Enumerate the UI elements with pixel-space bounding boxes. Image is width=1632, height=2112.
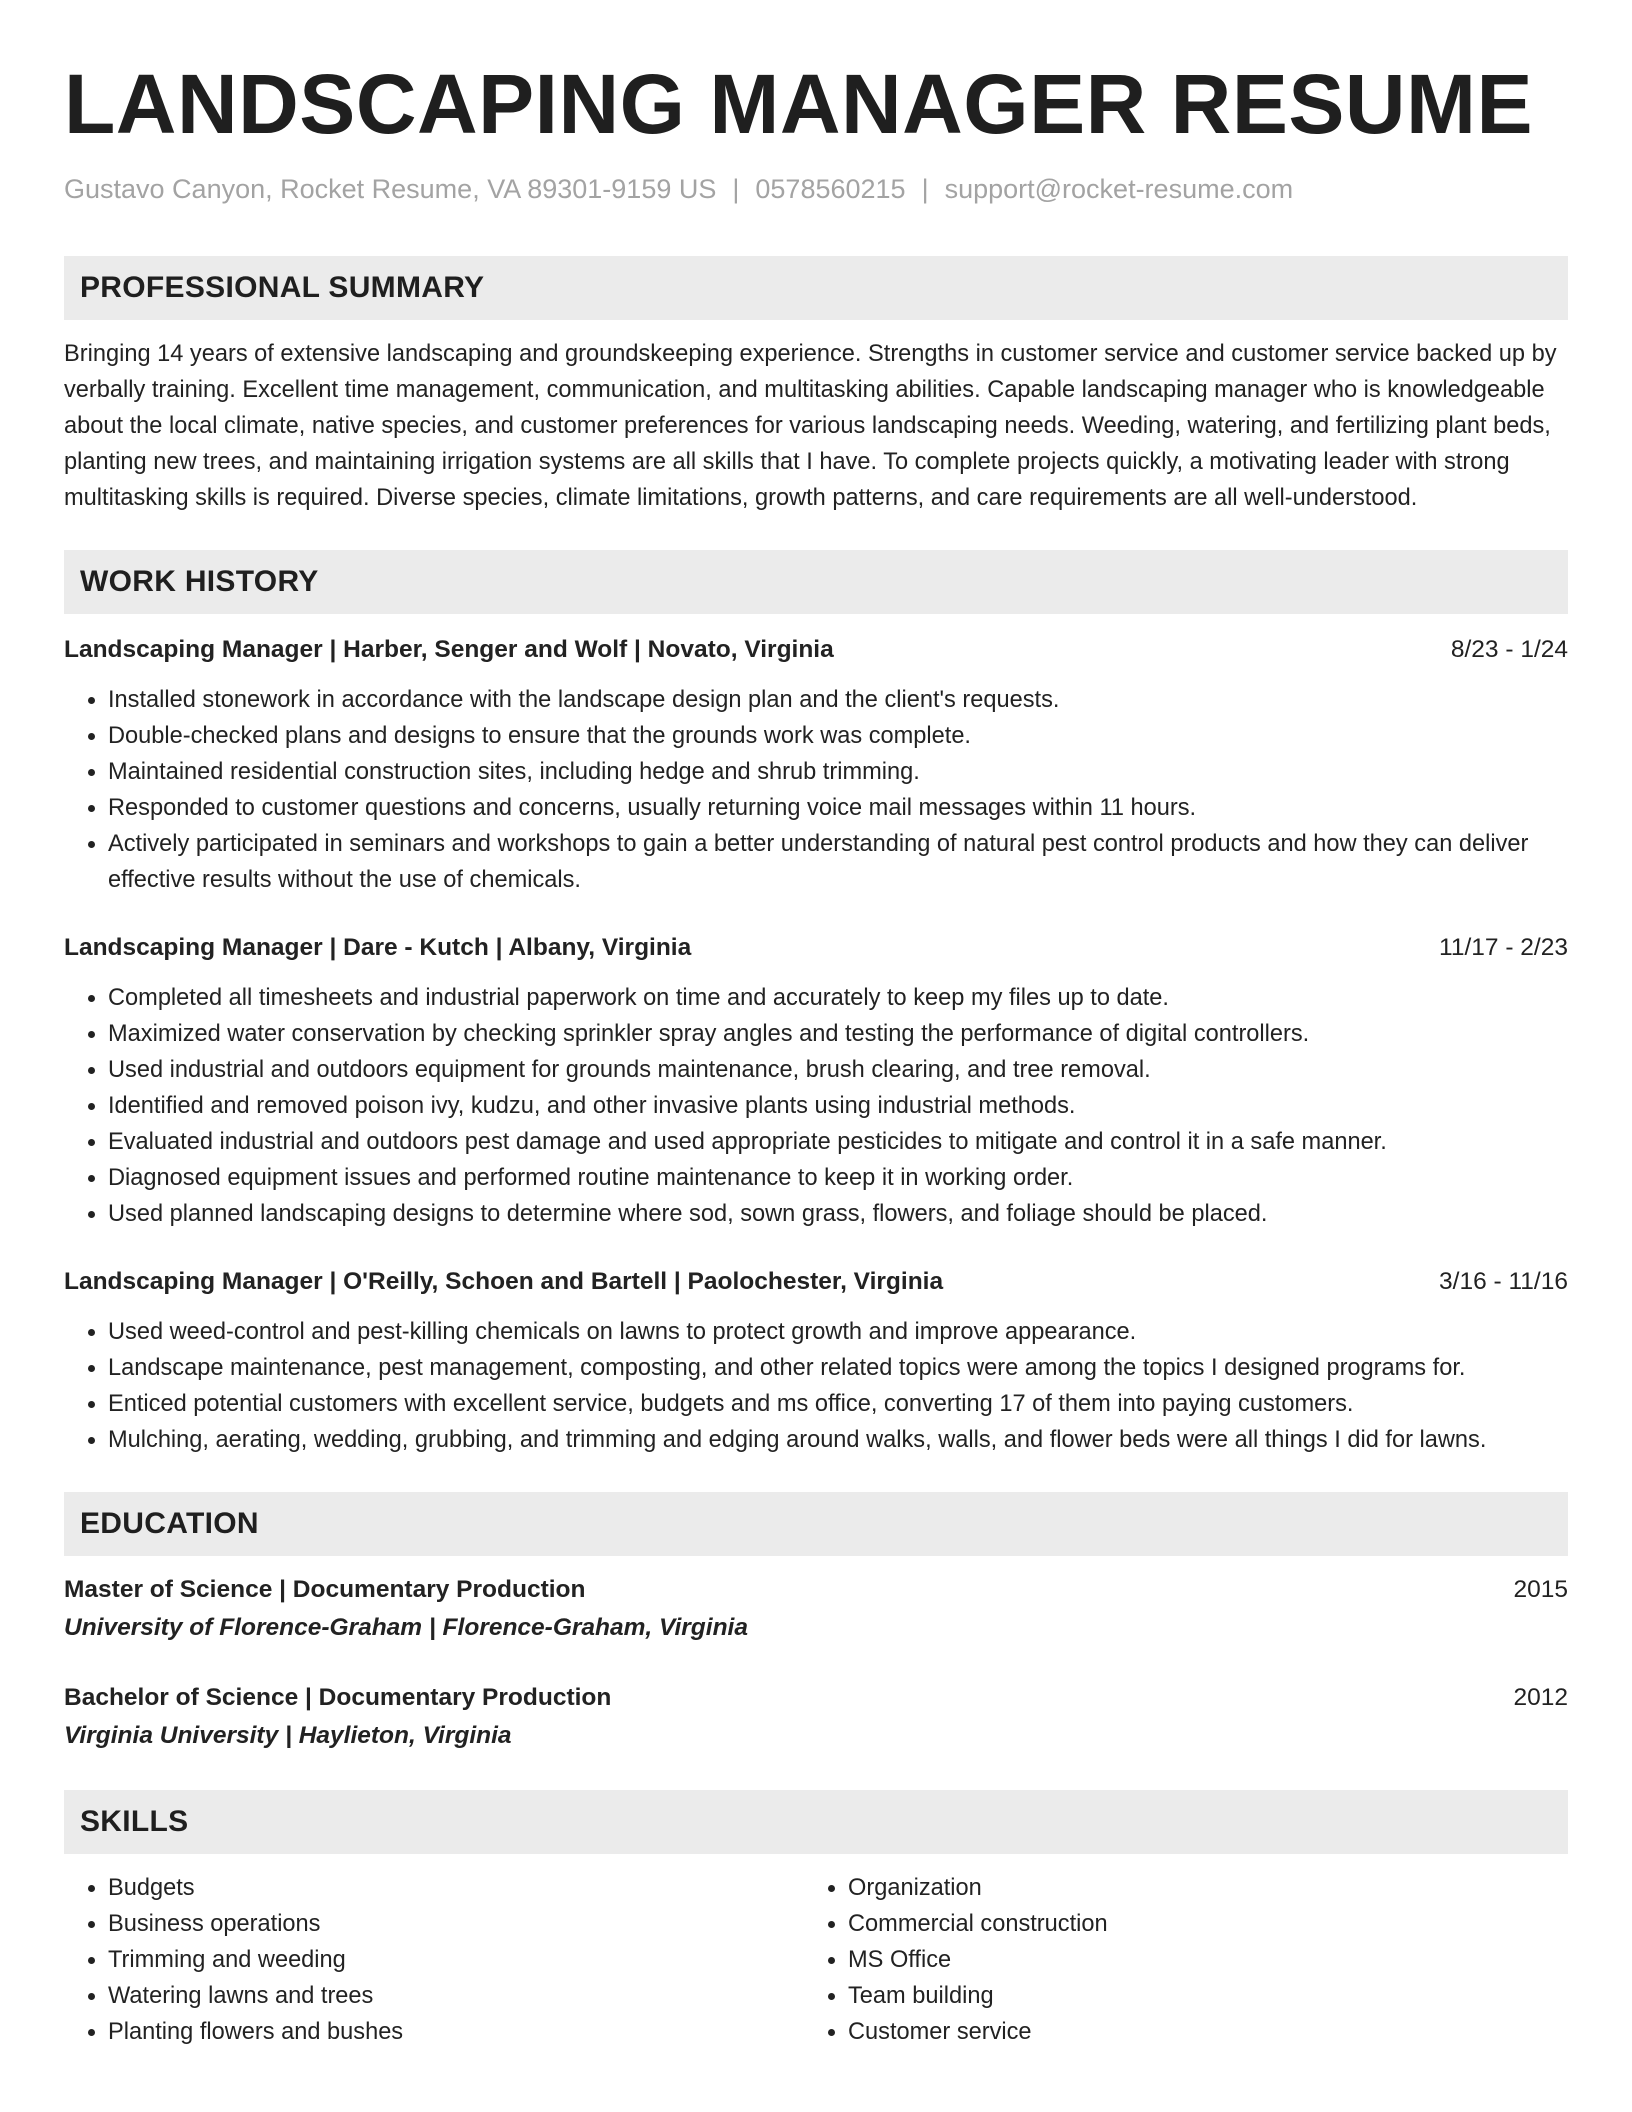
skill-item: • Budgets bbox=[108, 1870, 804, 1906]
job-bullet: • Maintained residential construction sites, including hedge and shrub trimming. bbox=[108, 754, 1568, 790]
contact-address: Gustavo Canyon, Rocket Resume, VA 89301-9159 US bbox=[64, 174, 717, 204]
job-header bbox=[64, 1264, 1568, 1300]
education-degree: Master of Science | Documentary Production bbox=[64, 1576, 586, 1603]
skill-item: • Team building bbox=[848, 1978, 1544, 2014]
job-dates: 3/16 - 11/16 bbox=[1439, 1268, 1568, 1295]
contact-line bbox=[64, 172, 1568, 206]
job-bullets bbox=[64, 682, 1568, 898]
skill-item: • MS Office bbox=[848, 1942, 1544, 1978]
skill-item: • Business operations bbox=[108, 1906, 804, 1942]
job-header bbox=[64, 632, 1568, 668]
section-heading-summary: PROFESSIONAL SUMMARY bbox=[64, 256, 1568, 320]
contact-separator: | bbox=[732, 174, 740, 204]
contact-phone: 0578560215 bbox=[755, 174, 906, 204]
skills-list-right bbox=[804, 1870, 1544, 2050]
job-bullet: • Used industrial and outdoors equipment for grounds maintenance, brush clearing, and tree removal. bbox=[108, 1052, 1568, 1088]
section-heading-work-history: WORK HISTORY bbox=[64, 550, 1568, 614]
job-bullet: • Enticed potential customers with excellent service, budgets and ms office, converting 17 of them into paying customers. bbox=[108, 1386, 1568, 1422]
job-bullet: • Responded to customer questions and concerns, usually returning voice mail messages within 11 hours. bbox=[108, 790, 1568, 826]
skills-columns bbox=[64, 1870, 1568, 2050]
education-degree: Bachelor of Science | Documentary Production bbox=[64, 1684, 612, 1711]
job-bullet: • Mulching, aerating, wedding, grubbing, and trimming and edging around walks, walls, and flower beds were all things I did for lawns. bbox=[108, 1422, 1568, 1458]
job-bullet: • Identified and removed poison ivy, kudzu, and other invasive plants using industrial methods. bbox=[108, 1088, 1568, 1124]
section-heading-skills: SKILLS bbox=[64, 1790, 1568, 1854]
job-entry bbox=[64, 1264, 1568, 1458]
job-bullet: • Used weed-control and pest-killing chemicals on lawns to protect growth and improve appearance. bbox=[108, 1314, 1568, 1350]
education-header bbox=[64, 1572, 1568, 1608]
contact-separator: | bbox=[921, 174, 929, 204]
education-school: Virginia University | Haylieton, Virginia bbox=[64, 1722, 512, 1749]
job-heading: Landscaping Manager | O'Reilly, Schoen and Bartell | Paolochester, Virginia bbox=[64, 1268, 944, 1295]
skill-item: • Customer service bbox=[848, 2014, 1544, 2050]
job-heading: Landscaping Manager | Harber, Senger and Wolf | Novato, Virginia bbox=[64, 636, 834, 663]
skills-list-left bbox=[64, 1870, 804, 2050]
job-dates: 11/17 - 2/23 bbox=[1439, 934, 1568, 961]
section-heading-education: EDUCATION bbox=[64, 1492, 1568, 1556]
summary-text: Bringing 14 years of extensive landscaping and groundskeeping experience. Strengths in customer service and customer service backed up by verbally training. Excellent time management, communication, and multitasking abilities. Capable landscaping manager who is knowledgeable about the local climate, native species, and customer preferences for various landscaping needs. Weeding, watering, and fertilizing plant beds, planting new trees, and maintaining irrigation systems are all skills that I have. To complete projects quickly, a motivating leader with strong multitasking skills is required. Diverse species, climate limitations, growth patterns, and care requirements are all well-understood. bbox=[64, 341, 1557, 511]
education-header bbox=[64, 1680, 1568, 1716]
job-bullet: • Completed all timesheets and industrial paperwork on time and accurately to keep my files up to date. bbox=[108, 980, 1568, 1016]
job-bullet: • Double-checked plans and designs to ensure that the grounds work was complete. bbox=[108, 718, 1568, 754]
job-header bbox=[64, 930, 1568, 966]
job-bullet: • Evaluated industrial and outdoors pest damage and used appropriate pesticides to mitigate and control it in a safe manner. bbox=[108, 1124, 1568, 1160]
job-bullet: • Actively participated in seminars and workshops to gain a better understanding of natural pest control products and how they can deliver effective results without the use of chemicals. bbox=[108, 826, 1568, 898]
job-bullet: • Used planned landscaping designs to determine where sod, sown grass, flowers, and foliage should be placed. bbox=[108, 1196, 1568, 1232]
job-entry bbox=[64, 930, 1568, 1232]
education-entry bbox=[64, 1572, 1568, 1648]
job-bullets bbox=[64, 1314, 1568, 1458]
job-heading: Landscaping Manager | Dare - Kutch | Albany, Virginia bbox=[64, 934, 692, 961]
education-school: University of Florence-Graham | Florence-Graham, Virginia bbox=[64, 1614, 748, 1641]
job-bullet: • Diagnosed equipment issues and performed routine maintenance to keep it in working order. bbox=[108, 1160, 1568, 1196]
skill-item: • Commercial construction bbox=[848, 1906, 1544, 1942]
job-bullet: • Landscape maintenance, pest management, composting, and other related topics were among the topics I designed programs for. bbox=[108, 1350, 1568, 1386]
contact-email: support@rocket-resume.com bbox=[944, 174, 1294, 204]
skill-item: • Watering lawns and trees bbox=[108, 1978, 804, 2014]
skill-item: • Planting flowers and bushes bbox=[108, 2014, 804, 2050]
education-year: 2015 bbox=[1513, 1576, 1568, 1603]
job-bullet: • Installed stonework in accordance with the landscape design plan and the client's requests. bbox=[108, 682, 1568, 718]
job-entry bbox=[64, 632, 1568, 898]
job-bullet: • Maximized water conservation by checking sprinkler spray angles and testing the performance of digital controllers. bbox=[108, 1016, 1568, 1052]
resume-title: LANDSCAPING MANAGER RESUME bbox=[64, 57, 1534, 151]
education-entry bbox=[64, 1680, 1568, 1756]
education-year: 2012 bbox=[1513, 1684, 1568, 1711]
skill-item: • Trimming and weeding bbox=[108, 1942, 804, 1978]
job-dates: 8/23 - 1/24 bbox=[1450, 636, 1568, 663]
job-bullets bbox=[64, 980, 1568, 1232]
skill-item: • Organization bbox=[848, 1870, 1544, 1906]
